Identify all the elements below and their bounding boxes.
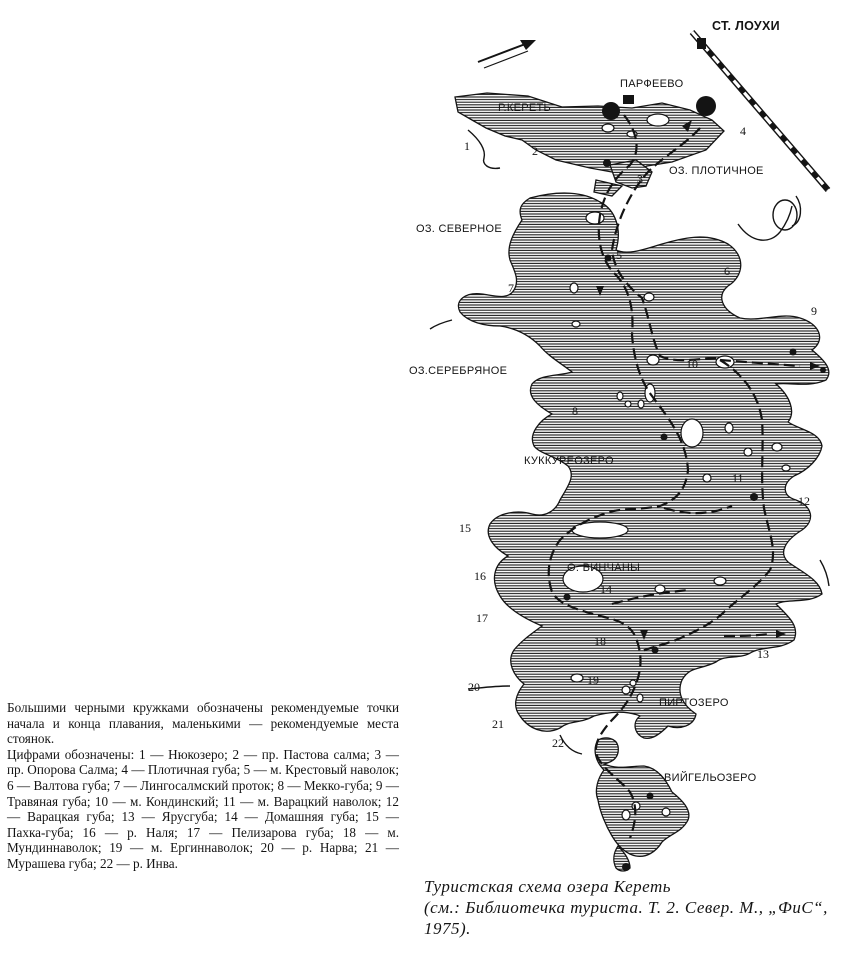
feature-number-20: 20 — [468, 680, 480, 694]
feature-number-3: 3 — [637, 172, 643, 186]
feature-number-19: 19 — [587, 673, 599, 687]
map-caption — [424, 876, 844, 939]
lake-water — [455, 93, 829, 871]
feature-number-10: 10 — [686, 357, 698, 371]
feature-number-16: 16 — [474, 569, 486, 583]
label-station: СТ. ЛОУХИ — [712, 19, 780, 33]
feature-number-7: 7 — [508, 281, 514, 295]
label-vinigelozero: ВИЙГЕЛЬОЗЕРО — [664, 772, 757, 784]
legend-numbers-list: 1 — Нюкозеро; 2 — пр. Пастова салма; 3 — пр. Опорова Салма; 4 — Плотичная губа; 5 — м. Крестовый наволок; 6 — Валтова губа; 7 — Лингосалмский проток; 8 — Мекко-губа; 9 — Травяная губа; 10 — м. Кондинский; 11 — м. Варацкий наволок; 12 — Варацкая губа; 13 — Ярусгуба; 14 — Домашняя губа; 15 — Пахка-губа; 16 — р. Наля; 17 — Пелизарова губа; 18 — м. Мундиннаволок; 19 — м. Ергиннаволок; 20 — р. Нарва; 21 — Мурашева губа; 22 — р. Инва. — [7, 746, 399, 871]
feature-number-8: 8 — [572, 404, 578, 418]
feature-number-1: 1 — [464, 139, 470, 153]
legend-numbers-intro: Цифрами обозначены: — [7, 746, 135, 762]
legend-numbers-text — [7, 747, 399, 872]
feature-number-15: 15 — [459, 521, 471, 535]
feature-number-14: 14 — [600, 582, 612, 596]
feature-number-5: 5 — [616, 248, 622, 262]
flow-direction-arrow — [478, 40, 536, 68]
label-pirtozero: ПИРТОЗЕРО — [659, 697, 729, 709]
feature-number-13: 13 — [757, 647, 769, 661]
station-building-icon — [697, 38, 706, 49]
feature-number-21: 21 — [492, 717, 504, 731]
feature-number-2: 2 — [532, 144, 538, 158]
feature-number-4: 4 — [740, 124, 746, 138]
legend-circles-text: Большими черными кружками обозначены рекомендуемые точки начала и конца плавания, маленькими — рекомендуемые места стоянок. — [7, 700, 399, 747]
feature-number-9: 9 — [811, 304, 817, 318]
feature-number-17: 17 — [476, 611, 488, 625]
caption-title: Туристская схема озера Кереть — [424, 877, 671, 896]
label-lake-severnoe: ОЗ. СЕВЕРНОЕ — [416, 223, 503, 235]
caption-source: (см.: Библиотечка туриста. Т. 2. Север. М., „ФиС“, 1975). — [424, 898, 828, 938]
label-river-keret: Р.КЕРЕТЬ — [498, 102, 552, 114]
label-kukkureozero: КУККУРЕОЗЕРО — [524, 455, 614, 467]
feature-number-6: 6 — [724, 264, 730, 278]
label-lake-serebryanoe: ОЗ.СЕРЕБРЯНОЕ — [409, 365, 508, 377]
feature-number-22: 22 — [552, 736, 564, 750]
label-lake-plotichnoe: ОЗ. ПЛОТИЧНОЕ — [669, 165, 764, 177]
feature-number-12: 12 — [798, 494, 810, 508]
label-island-vinchany: О. ВИНЧАНЫ — [567, 562, 641, 574]
feature-number-11: 11 — [732, 471, 744, 485]
map-legend — [7, 700, 399, 872]
feature-number-18: 18 — [594, 634, 606, 648]
label-parfeevo: ПАРФЕЕВО — [620, 78, 684, 90]
